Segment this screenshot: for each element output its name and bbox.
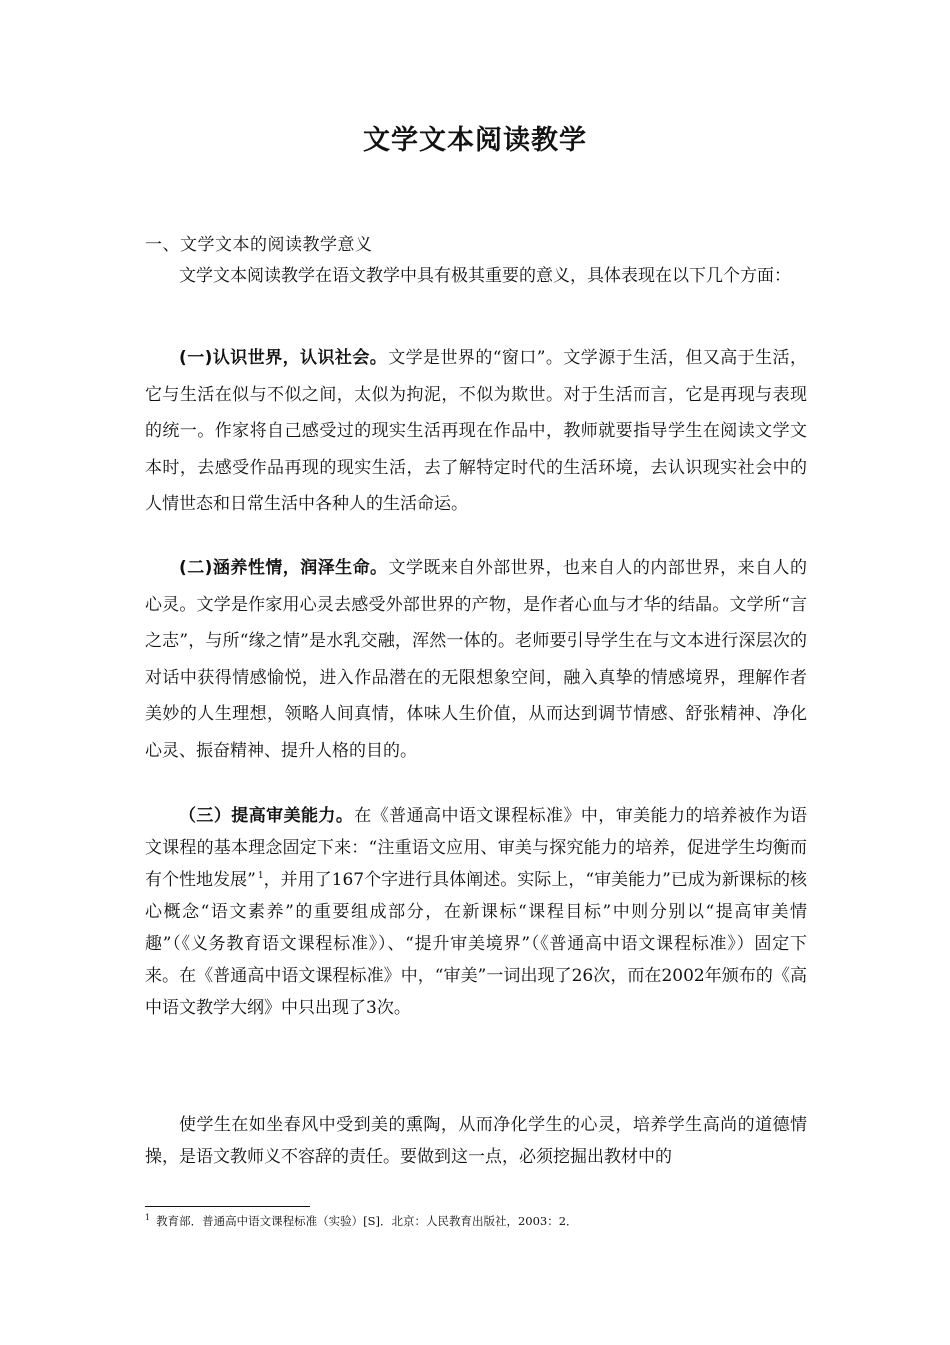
point-paragraph-1 bbox=[145, 340, 807, 523]
point-paragraph-2 bbox=[145, 550, 807, 769]
point-body-3b: ，并用了167个字进行具体阐述。实际上，“审美能力”已成为新课标的核心概念“语文素养”的重要组成部分，在新课标“课程目标”中则分别以“提高审美情趣”（《义务教育语文课程标准》）、“提升审美境界”（《普通高中语文课程标准》）固定下来。在《普通高中语文课程标准》中，“审美”一词出现了26次，而在2002年颁布的《高中语文教学大纲》中只出现了3次。 bbox=[145, 870, 807, 1018]
point-heading-2: (二)涵养性情，润泽生命。 bbox=[179, 558, 388, 578]
section-heading: 一、文学文本的阅读教学意义 bbox=[145, 235, 373, 255]
footnote-divider bbox=[145, 1206, 310, 1207]
footnote bbox=[145, 1213, 578, 1229]
point-body-1: 文学是世界的“窗口”。文学源于生活，但又高于生活，它与生活在似与不似之间，太似为拘泥，不似为欺世。对于生活而言，它是再现与表现的统一。作家将自己感受过的现实生活再现在作品中，教师就要指导学生在阅读文学文本时，去感受作品再现的现实生活，去了解特定时代的生活环境，去认识现实社会中的人情世态和日常生活中各种人的生活命运。 bbox=[145, 348, 807, 514]
closing-paragraph: 使学生在如坐春风中受到美的熏陶，从而净化学生的心灵，培养学生高尚的道德情操，是语文教师义不容辞的责任。要做到这一点，必须挖掘出教材中的 bbox=[145, 1115, 807, 1167]
footnote-mark: 1 bbox=[145, 1213, 151, 1223]
document-title: 文学文本阅读教学 bbox=[363, 125, 587, 156]
intro-paragraph: 文学文本阅读教学在语文教学中具有极其重要的意义，具体表现在以下几个方面： bbox=[179, 266, 791, 286]
point-heading-1: (一)认识世界，认识社会。 bbox=[179, 348, 388, 368]
point-paragraph-3 bbox=[145, 800, 807, 1024]
point-body-3a: 在《普通高中语文课程标准》中，审美能力的培养被作为语文课程的基本理念固定下来：“注重语文应用、审美与探究能力的培养，促进学生均衡而有个性地发展” bbox=[145, 806, 808, 890]
footnote-text: 教育部．普通高中语文课程标准（实验）[S]．北京：人民教育出版社，2003：2． bbox=[156, 1214, 578, 1228]
footnote-reference[interactable]: 1 bbox=[257, 871, 264, 882]
point-heading-3: （三）提高审美能力。 bbox=[179, 806, 354, 826]
point-body-2: 文学既来自外部世界，也来自人的内部世界，来自人的心灵。文学是作家用心灵去感受外部世界的产物，是作者心血与才华的结晶。文学所“言之志”，与所“缘之情”是水乳交融，浑然一体的。老师要引导学生在与文本进行深层次的对话中获得情感愉悦，进入作品潜在的无限想象空间，融入真挚的情感境界，理解作者美妙的人生理想，领略人间真情，体味人生价值，从而达到调节情感、舒张精神、净化心灵、振奋精神、提升人格的目的。 bbox=[145, 558, 807, 761]
